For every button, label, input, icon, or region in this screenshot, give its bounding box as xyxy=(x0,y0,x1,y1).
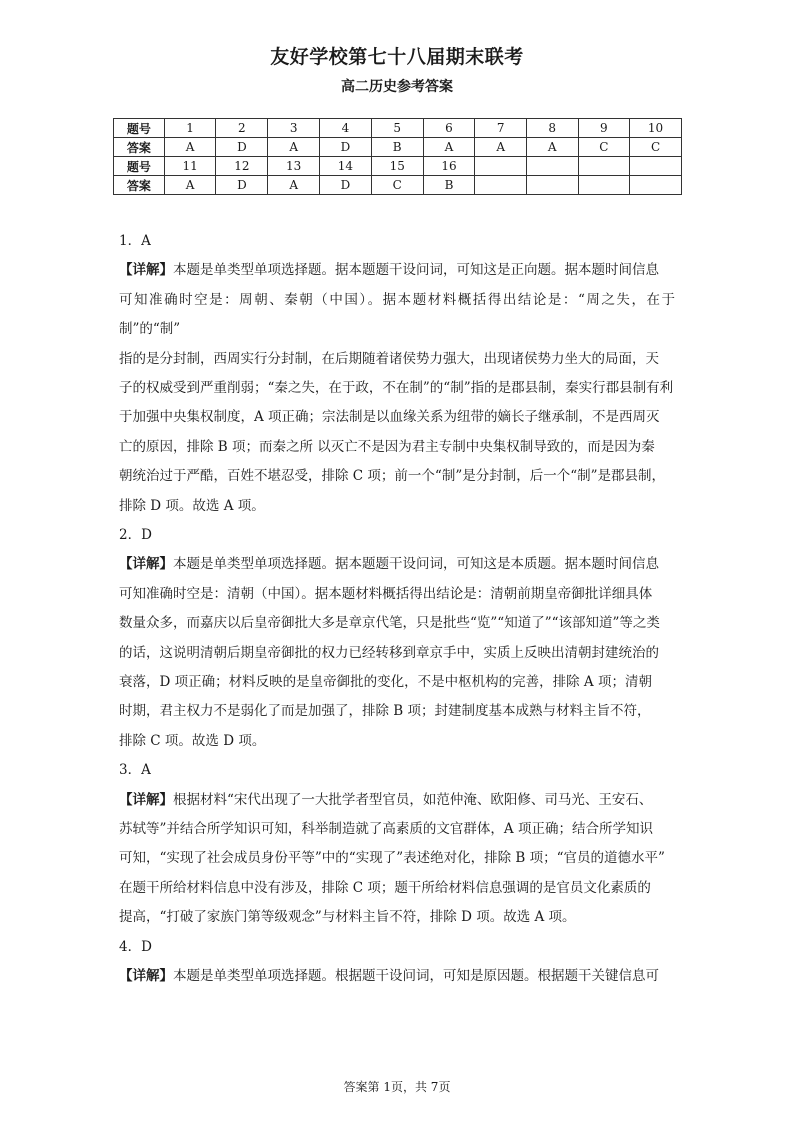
answer-table-cell: 6 xyxy=(423,119,475,138)
explanations xyxy=(119,227,675,992)
detail-tag: 【详解】 xyxy=(119,262,173,279)
answer-table-cell: 11 xyxy=(164,157,216,176)
answer-table-cell: A xyxy=(268,176,320,195)
explanation-line xyxy=(119,374,675,403)
explanation-line xyxy=(119,462,675,491)
explanation-text: 的话，这说明清朝后期皇帝御批的权力已经转移到章京手中，实质上反映出清朝封建统治的 xyxy=(119,644,659,661)
answer-table-cell: 16 xyxy=(423,157,475,176)
explanation-line xyxy=(119,903,675,932)
explanation-line xyxy=(119,580,675,609)
document-title: 友好学校第七十八届期末联考 xyxy=(270,46,524,68)
document-subtitle: 高二历史参考答案 xyxy=(341,79,453,95)
explanation-line xyxy=(119,256,675,285)
answer-table-cell: 14 xyxy=(320,157,372,176)
explanation-line xyxy=(119,815,675,844)
answer-table-cell: 5 xyxy=(371,119,423,138)
explanation-line xyxy=(119,403,675,432)
answer-table-header-cell: 题号 xyxy=(114,119,165,138)
explanation-line xyxy=(119,727,675,756)
answer-table-cell: 13 xyxy=(268,157,320,176)
answer-table-cell xyxy=(526,157,578,176)
explanation-line xyxy=(119,668,675,697)
answer-table-cell xyxy=(475,157,527,176)
explanation-line xyxy=(119,962,675,991)
answer-table-cell: 2 xyxy=(216,119,268,138)
answer-table-cell: 12 xyxy=(216,157,268,176)
explanation-line xyxy=(119,639,675,668)
answer-table-cell: C xyxy=(578,138,630,157)
explanation-line xyxy=(119,550,675,579)
explanation-text: 于加强中央集权制度，A 项正确；宗法制是以血缘关系为纽带的嫡长子继承制，不是西周灭 xyxy=(119,409,660,426)
answer-table-cell xyxy=(630,176,682,195)
answer-table xyxy=(113,118,682,195)
answer-table-cell: D xyxy=(320,138,372,157)
explanation-line xyxy=(119,345,675,374)
page-footer: 答案第 1页，共 7页 xyxy=(343,1080,451,1094)
question-number: 2．D xyxy=(119,527,152,544)
question-number: 3．A xyxy=(119,762,151,779)
answer-table-cell: A xyxy=(164,138,216,157)
explanation-text: 本题是单类型单项选择题。据本题题干设问词，可知这是正向题。据本题时间信息 xyxy=(173,262,659,279)
answer-table-row xyxy=(114,176,682,195)
answer-table-cell xyxy=(578,176,630,195)
answer-table-cell: A xyxy=(164,176,216,195)
explanation-text: 数量众多，而嘉庆以后皇帝御批大多是章京代笔，只是批些“览”“知道了”“该部知道”等之类 xyxy=(119,615,660,632)
answer-table-cell xyxy=(578,157,630,176)
answer-table-cell: B xyxy=(371,138,423,157)
explanation-text: 指的是分封制，西周实行分封制，在后期随着诸侯势力强大，出现诸侯势力坐大的局面，天 xyxy=(119,350,659,367)
explanation-text: 提高，“打破了家族门第等级观念”与材料主旨不符，排除 D 项。故选 A 项。 xyxy=(119,909,576,926)
answer-table-cell: 9 xyxy=(578,119,630,138)
explanation-line xyxy=(119,844,675,873)
answer-table-row xyxy=(114,119,682,138)
answer-table-cell: D xyxy=(320,176,372,195)
answer-table-cell: 1 xyxy=(164,119,216,138)
answer-table-cell: A xyxy=(475,138,527,157)
answer-table-cell xyxy=(475,176,527,195)
answer-table-row xyxy=(114,138,682,157)
explanation-text: 时期，君主权力不是弱化了而是加强了，排除 B 项；封建制度基本成熟与材料主旨不符， xyxy=(119,703,651,720)
answer-table-header-cell: 答案 xyxy=(114,138,165,157)
answer-table-cell: 15 xyxy=(371,157,423,176)
explanation-line xyxy=(119,492,675,521)
answer-table-cell: 7 xyxy=(475,119,527,138)
detail-tag: 【详解】 xyxy=(119,556,173,573)
explanation-text: 排除 D 项。故选 A 项。 xyxy=(119,497,265,514)
explanation-text: 本题是单类型单项选择题。根据题干设问词，可知是原因题。根据题干关键信息可 xyxy=(173,968,659,985)
answer-table-cell: D xyxy=(216,176,268,195)
detail-tag: 【详解】 xyxy=(119,968,173,985)
answer-table-cell: A xyxy=(423,138,475,157)
explanation-text: 亡的原因，排除 B 项；而秦之所 以灭亡不是因为君主专制中央集权制导致的，而是因为秦 xyxy=(119,438,655,455)
detail-tag: 【详解】 xyxy=(119,791,173,808)
explanation-text: 根据材料“宋代出现了一大批学者型官员，如范仲淹、欧阳修、司马光、王安石、 xyxy=(173,791,653,808)
answer-table-cell xyxy=(526,176,578,195)
answer-table-header-cell: 答案 xyxy=(114,176,165,195)
explanation-line xyxy=(119,609,675,638)
explanation-line xyxy=(119,697,675,726)
answer-table-cell: A xyxy=(526,138,578,157)
explanation-line xyxy=(119,433,675,462)
question-number: 1．A xyxy=(119,233,151,249)
answer-table-header-cell: 题号 xyxy=(114,157,165,176)
answer-table-cell: 3 xyxy=(268,119,320,138)
answer-table-cell: B xyxy=(423,176,475,195)
explanation-text: 衰落，D 项正确；材料反映的是皇帝御批的变化，不是中枢机构的完善，排除 A 项；清朝 xyxy=(119,674,652,691)
answer-table-cell: 4 xyxy=(320,119,372,138)
explanation-text: 子的权威受到严重削弱；“秦之失，在于政，不在制”的“制”指的是郡县制，秦实行郡县制有利 xyxy=(119,380,674,397)
answer-table-cell: C xyxy=(371,176,423,195)
question-number: 4．D xyxy=(119,938,152,955)
answer-table-cell xyxy=(630,157,682,176)
explanation-line xyxy=(119,786,675,815)
explanation-text: 在题干所给材料信息中没有涉及，排除 C 项；题干所给材料信息强调的是官员文化素质的 xyxy=(119,879,651,896)
answer-table-row xyxy=(114,157,682,176)
explanation-line xyxy=(119,286,675,345)
explanation-line xyxy=(119,874,675,903)
answer-table-cell: C xyxy=(630,138,682,157)
answer-table-cell: 10 xyxy=(630,119,682,138)
answer-table-cell: A xyxy=(268,138,320,157)
explanation-text: 朝统治过于严酷，百姓不堪忍受，排除 C 项；前一个“制”是分封制，后一个“制”是郡县制， xyxy=(119,468,666,485)
answer-table-cell: D xyxy=(216,138,268,157)
explanation-text: 可知，“实现了社会成员身份平等”中的“实现了”表述绝对化，排除 B 项；“官员的道德水平” xyxy=(119,850,665,867)
explanation-text: 排除 C 项。故选 D 项。 xyxy=(119,732,266,749)
answer-table-cell: 8 xyxy=(526,119,578,138)
explanation-text: 苏轼等”并结合所学知识可知，科举制造就了高素质的文官群体，A 项正确；结合所学知识 xyxy=(119,821,653,838)
explanation-text: 本题是单类型单项选择题。据本题题干设问词，可知这是本质题。据本题时间信息 xyxy=(173,556,659,573)
explanation-text: 可知准确时空是：清朝（中国）。据本题材料概括得出结论是：清朝前期皇帝御批详细具体 xyxy=(119,585,653,602)
explanation-text: 可知准确时空是：周朝、秦朝（中国）。据本题材料概括得出结论是：“周之失，在于制”的“制” xyxy=(119,291,675,338)
